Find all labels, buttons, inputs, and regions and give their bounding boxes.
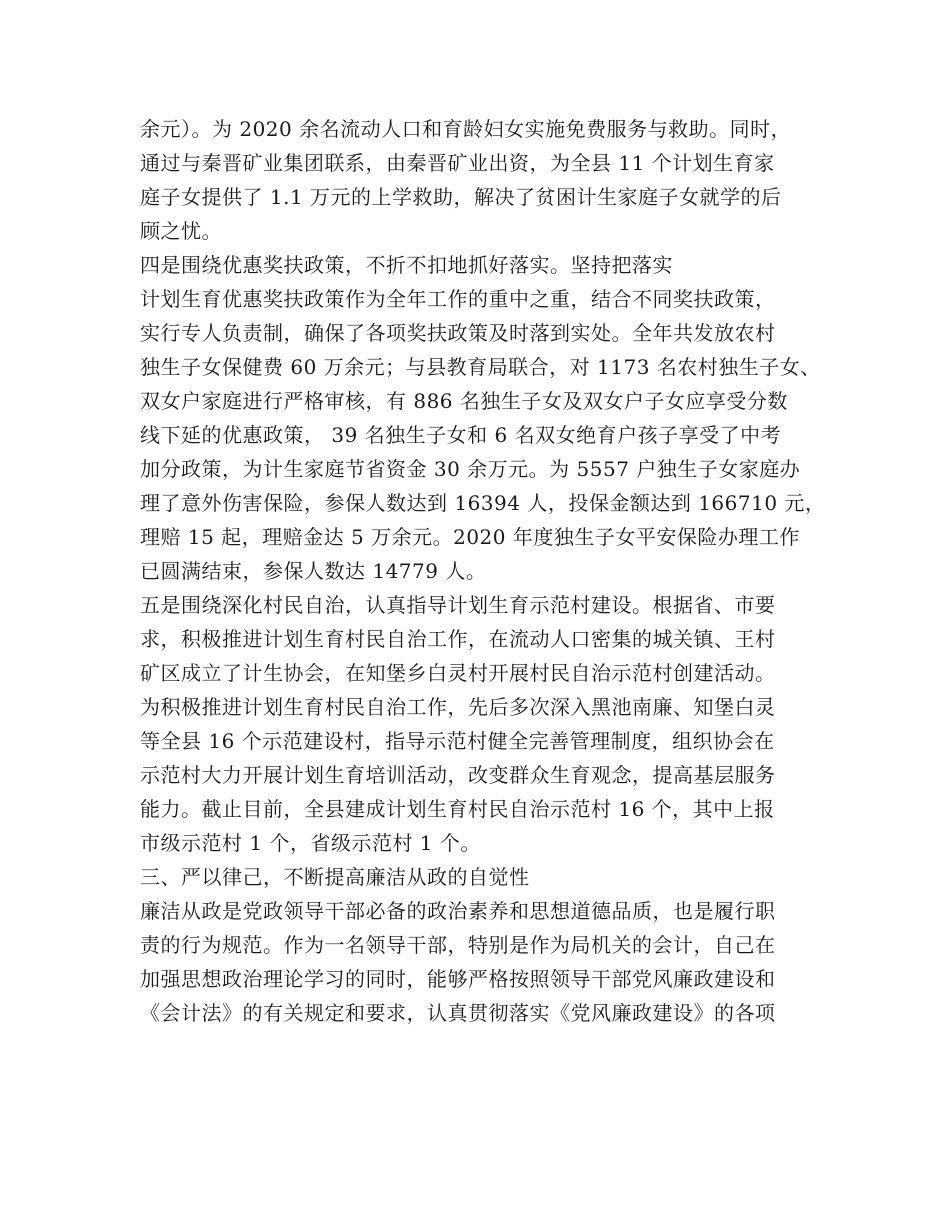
text-line: 求，积极推进计划生育村民自治工作，在流动人口密集的城关镇、王村 [140, 627, 776, 651]
text-line: 市级示范村 1 个，省级示范村 1 个。 [140, 831, 481, 855]
text-line: 通过与秦晋矿业集团联系，由秦晋矿业出资，为全县 11 个计划生育家 [140, 151, 775, 175]
text-line: 独生子女保健费 60 万余元；与县教育局联合，对 1173 名农村独生子女、 [140, 355, 821, 379]
text-line: 理了意外伤害保险，参保人数达到 16394 人，投保金额达到 166710 元， [140, 491, 826, 515]
text-line: 《会计法》的有关规定和要求，认真贯彻落实《党风廉政建设》的各项 [140, 1001, 776, 1025]
text-line: 矿区成立了计生协会，在知堡乡白灵村开展村民自治示范村创建活动。 [140, 661, 776, 685]
text-line: 实行专人负责制，确保了各项奖扶政策及时落到实处。全年共发放农村 [140, 321, 776, 345]
text-line: 为积极推进计划生育村民自治工作，先后多次深入黑池南廉、知堡白灵 [140, 695, 776, 719]
text-line: 双女户家庭进行严格审核，有 886 名独生子女及双女户子女应享受分数 [140, 389, 788, 413]
text-line: 已圆满结束，参保人数达 14779 人。 [140, 559, 487, 583]
text-line: 计划生育优惠奖扶政策作为全年工作的重中之重，结合不同奖扶政策， [140, 287, 776, 311]
section-heading: 四是围绕优惠奖扶政策，不折不扣地抓好落实。坚持把落实 [140, 253, 673, 277]
text-line: 能力。截止目前，全县建成计划生育村民自治示范村 16 个，其中上报 [140, 797, 775, 821]
text-line: 等全县 16 个示范建设村，指导示范村健全完善管理制度，组织协会在 [140, 729, 775, 753]
text-line: 线下延的优惠政策， 39 名独生子女和 6 名双女绝育户孩子享受了中考 [140, 423, 782, 447]
text-line: 责的行为规范。作为一名领导干部，特别是作为局机关的会计，自己在 [140, 933, 776, 957]
text-line: 示范村大力开展计划生育培训活动，改变群众生育观念，提高基层服务 [140, 763, 776, 787]
document-body [140, 112, 840, 1030]
text-line: 理赔 15 起，理赔金达 5 万余元。2020 年度独生子女平安保险办理工作 [140, 525, 800, 549]
text-line: 加强思想政治理论学习的同时，能够严格按照领导干部党风廉政建设和 [140, 967, 776, 991]
text-line: 余元）。为 2020 余名流动人口和育龄妇女实施免费服务与救助。同时， [140, 117, 792, 141]
section-heading: 五是围绕深化村民自治，认真指导计划生育示范村建设。根据省、市要 [140, 593, 776, 617]
text-line: 顾之忧。 [140, 219, 222, 243]
text-line: 庭子女提供了 1.1 万元的上学救助，解决了贫困计生家庭子女就学的后 [140, 185, 782, 209]
text-line: 加分政策，为计生家庭节省资金 30 余万元。为 5557 户独生子女家庭办 [140, 457, 801, 481]
section-heading: 三、严以律己，不断提高廉洁从政的自觉性 [140, 865, 530, 889]
text-line: 廉洁从政是党政领导干部必备的政治素养和思想道德品质，也是履行职 [140, 899, 776, 923]
